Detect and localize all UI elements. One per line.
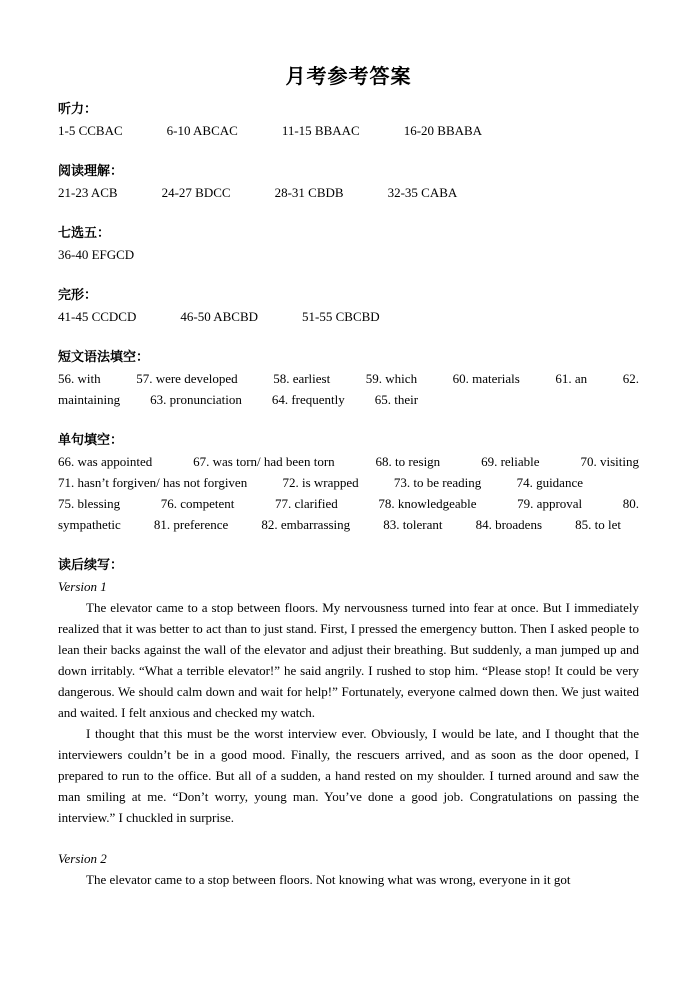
answer-item: 59. which bbox=[365, 371, 418, 386]
answer-item: 57. were developed bbox=[136, 371, 238, 386]
sentence-answers-row bbox=[58, 451, 639, 472]
answer-item: 72. is wrapped bbox=[282, 475, 359, 490]
answer-item: 84. broadens bbox=[475, 517, 543, 532]
answer-item: 74. guidance bbox=[516, 475, 583, 490]
answer-item: 61. an bbox=[555, 371, 588, 386]
grammar-answers-row bbox=[58, 389, 639, 410]
answer-item: 64. frequently bbox=[271, 392, 345, 407]
answer-group: 1-5 CCBAC bbox=[58, 123, 123, 138]
answer-group: 46-50 ABCBD bbox=[180, 309, 259, 324]
seven-choose-five-answers bbox=[58, 244, 639, 265]
sentence-answers-row bbox=[58, 514, 639, 535]
answer-group: 32-35 CABA bbox=[387, 185, 458, 200]
answer-item: 68. to resign bbox=[375, 454, 441, 469]
version-1-paragraph-1: The elevator came to a stop between floors. My nervousness turned into fear at once. But I immediately realized that it was better to act than to just stand. First, I pressed the emergency button. Then I asked people to lean their backs against the wall of the elevator and adjust their breathing. But suddenly, a man jumped up and down irritably. “What a terrible elevator!” he said angrily. I rushed to stop him. “Please stop! It could be very dangerous. We should calm down and wait for help!” Fortunately, everyone calmed down then. We just waited and waited. I felt anxious and checked my watch. bbox=[58, 600, 639, 720]
reading-answers bbox=[58, 182, 639, 203]
answer-item: 79. approval bbox=[517, 496, 583, 511]
answer-item: sympathetic bbox=[58, 517, 121, 532]
answer-item: 58. earliest bbox=[273, 371, 331, 386]
answer-item: 75. blessing bbox=[58, 496, 121, 511]
answer-group: 51-55 CBCBD bbox=[302, 309, 380, 324]
answer-group: 21-23 ACB bbox=[58, 185, 118, 200]
answer-item: 83. tolerant bbox=[383, 517, 443, 532]
answer-item: 60. materials bbox=[452, 371, 520, 386]
answer-group: 16-20 BBABA bbox=[403, 123, 483, 138]
answer-item: 73. to be reading bbox=[393, 475, 482, 490]
answer-item: 66. was appointed bbox=[58, 454, 153, 469]
answer-group: 11-15 BBAAC bbox=[281, 123, 360, 138]
seven-choose-five-heading: 七选五： bbox=[58, 226, 111, 241]
answer-group: 6-10 ABCAC bbox=[166, 123, 238, 138]
answer-item: 82. embarrassing bbox=[261, 517, 351, 532]
answer-item: 71. hasn’t forgiven/ has not forgiven bbox=[58, 475, 248, 490]
version-2-label: Version 2 bbox=[58, 851, 107, 866]
answer-item: 69. reliable bbox=[481, 454, 540, 469]
sentence-answers-row bbox=[58, 472, 639, 493]
grammar-answers-row bbox=[58, 368, 639, 389]
answer-item: 63. pronunciation bbox=[150, 392, 242, 407]
answer-group: 36-40 EFGCD bbox=[58, 247, 135, 262]
grammar-fill-heading: 短文语法填空： bbox=[58, 350, 150, 365]
version-1-label: Version 1 bbox=[58, 579, 107, 594]
listening-heading: 听力： bbox=[58, 102, 98, 117]
answer-group: 28-31 CBDB bbox=[274, 185, 344, 200]
answer-item: 78. knowledgeable bbox=[378, 496, 477, 511]
cloze-answers bbox=[58, 306, 639, 327]
answer-item: 85. to let bbox=[575, 517, 621, 532]
version-2-paragraph-1: The elevator came to a stop between floors. Not knowing what was wrong, everyone in it got bbox=[86, 872, 571, 887]
answer-item: maintaining bbox=[58, 392, 121, 407]
answer-item: 76. competent bbox=[160, 496, 235, 511]
sentence-answers-row bbox=[58, 493, 639, 514]
answer-group: 41-45 CCDCD bbox=[58, 309, 137, 324]
answer-item: 65. their bbox=[374, 392, 419, 407]
listening-answers bbox=[58, 120, 639, 141]
reading-heading: 阅读理解： bbox=[58, 164, 124, 179]
continuation-writing-heading: 读后续写： bbox=[58, 558, 124, 573]
answer-item: 77. clarified bbox=[274, 496, 338, 511]
answer-item: 70. visiting bbox=[580, 454, 639, 469]
answer-item: 56. with bbox=[58, 371, 101, 386]
answer-item: 62. bbox=[622, 371, 639, 386]
cloze-heading: 完形： bbox=[58, 288, 98, 303]
answer-item: 81. preference bbox=[153, 517, 229, 532]
answer-item: 67. was torn/ had been torn bbox=[193, 454, 335, 469]
sentence-fill-heading: 单句填空： bbox=[58, 433, 124, 448]
answer-item: 80. bbox=[622, 496, 639, 511]
answer-group: 24-27 BDCC bbox=[161, 185, 231, 200]
page-title: 月考参考答案 bbox=[285, 64, 412, 88]
version-1-paragraph-2: I thought that this must be the worst interview ever. Obviously, I would be late, and I thought that the interviewers couldn’t be in a good mood. Finally, the rescuers arrived, and as soon as the door opened, I prepared to run to the office. But all of a sudden, a hand rested on my shoulder. I turned around and saw the man smiling at me. “Don’t worry, young man. You’ve done a good job. Congratulations on passing the interview.” I chuckled in surprise. bbox=[58, 726, 639, 825]
